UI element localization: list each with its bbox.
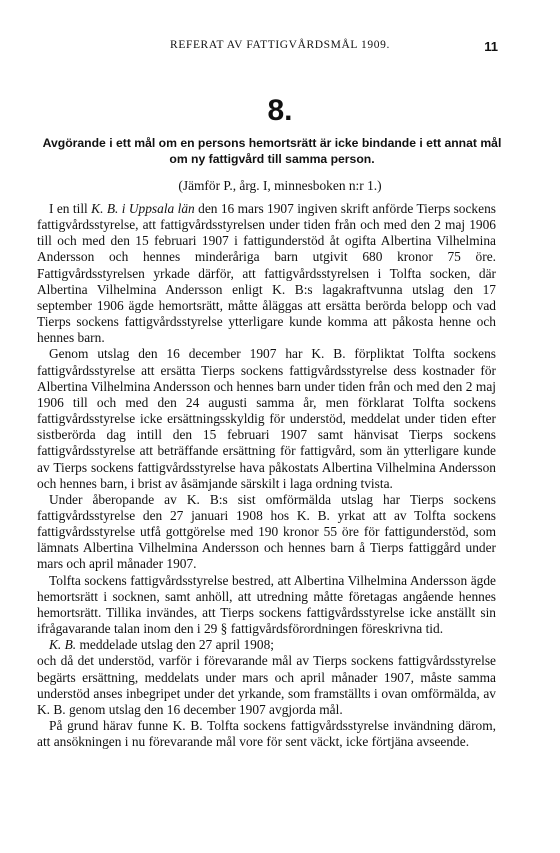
paragraph-text: Genom utslag den 16 december 1907 har K. B. förpliktat Tolfta sockens fattigvårdsstyrelse att ersätta Tierps sockens fattigvårdsstyrelse dess kostnader för Albertina Vilhelmina Andersson och hennes barn under tiden från och med den 2 maj 1906 till och med den 24 augusti samma år, men förklarat Tolfta sockens fattigvårdsstyrelse icke ersättningsskyldig för understöd, meddelat under tiden efter sistberörda dag intill den 15 februari 1907 samt hänvisat Tierps sockens fattigvårdsstyrelse att beträffande ersättning för fattigvård, som än ytterligare kunde av Tierps sockens fattigvårdsstyrelse hava påkostats Albertina Vilhelmina Andersson och hennes barn, i brist av åsämjande särskilt i laga ordning tvista. [37, 346, 496, 491]
paragraph [37, 637, 496, 653]
body-text [37, 201, 496, 750]
paragraph [37, 718, 496, 750]
running-title: REFERAT AV FATTIGVÅRDSMÅL 1909. [170, 39, 390, 51]
paragraph [37, 201, 496, 346]
paragraph-lead: I en till [49, 201, 92, 216]
paragraph-text: På grund härav funne K. B. Tolfta sockens fattigvårdsstyrelse invändning därom, att ansökningen i nu förevarande mål vore för sent väckt, icke förtjäna avseende. [37, 718, 496, 750]
running-header [0, 39, 560, 57]
paragraph-lead-italic: K. B. [49, 637, 77, 653]
paragraph [37, 346, 496, 491]
paragraph-text: den 16 mars 1907 ingiven skrift anförde Tierps sockens fattigvårdsstyrelse, att fattigvårdsstyrelsen under tiden från och med den 2 maj 1906 till och med den 15 februari 1907 i fattigunderstöd åt ogifta Albertina Vilhelmina Andersson och hennes minderåriga barn utgivit 680 kronor 75 öre. Fattigvårdsstyrelsen yrkade därför, att fattigvårdsstyrelsen i Tolfta socken, där Albertina Vilhelmina Andersson enligt K. B:s lagakraftvunna utslag den 17 september 1906 ägde hemortsrätt, måtte åläggas att ersätta berörda belopp och vad Tierps sockens fattigvårdsstyrelse ytterligare kunde komma att påkosta henne och hennes barn. [37, 201, 496, 346]
paragraph [37, 653, 496, 718]
paragraph-text: Tolfta sockens fattigvårdsstyrelse bestred, att Albertina Vilhelmina Andersson ägde hemortsrätt i socknen, samt anhöll, att utredning måtte företagas angående hennes hemortsrätt. Tillika invändes, att Tierps sockens fattigvårdsstyrelse icke anställt sin ifrågavarande talan inom den i 29 § fattigvårdsförordningen föreskrivna tid. [37, 572, 496, 637]
paragraph [37, 573, 496, 638]
cross-reference: (Jämför P., årg. I, minnesboken n:r 1.) [178, 178, 382, 193]
paragraph-text: Under åberopande av K. B:s sist omförmälda utslag har Tierps sockens fattigvårdsstyrelse den 27 januari 1908 hos K. B. yrkat att av Tolfta sockens fattigvårdsstyrelse utfå gottgörelse med 190 kronor 55 öre för fattigunderstöd, som lämnats Albertina Vilhelmina Andersson och hennes barn å Tierps fattiggård under mars och april månader 1907. [37, 491, 496, 572]
paragraph [37, 492, 496, 573]
section-heading: Avgörande i ett mål om en persons hemortsrätt är icke bindande i ett annat mål om ny fattigvård till samma person. [42, 136, 502, 166]
paragraph-text: meddelade utslag den 27 april 1908; [76, 637, 274, 653]
paragraph-text: och då det understöd, varför i förevarande mål av Tierps sockens fattigvårdsstyrelse begärts ersättning, meddelats under mars och april månader 1907, måste samma understöd anses inbegripet under det yrkande, som framställts i ovan omförmälda, av K. B. genom utslag den 16 december 1907 avgjorda mål. [37, 653, 496, 717]
page-number: 11 [484, 39, 498, 54]
paragraph-lead-italic: K. B. i Uppsala län [91, 201, 195, 216]
section-number: 8. [267, 94, 293, 127]
